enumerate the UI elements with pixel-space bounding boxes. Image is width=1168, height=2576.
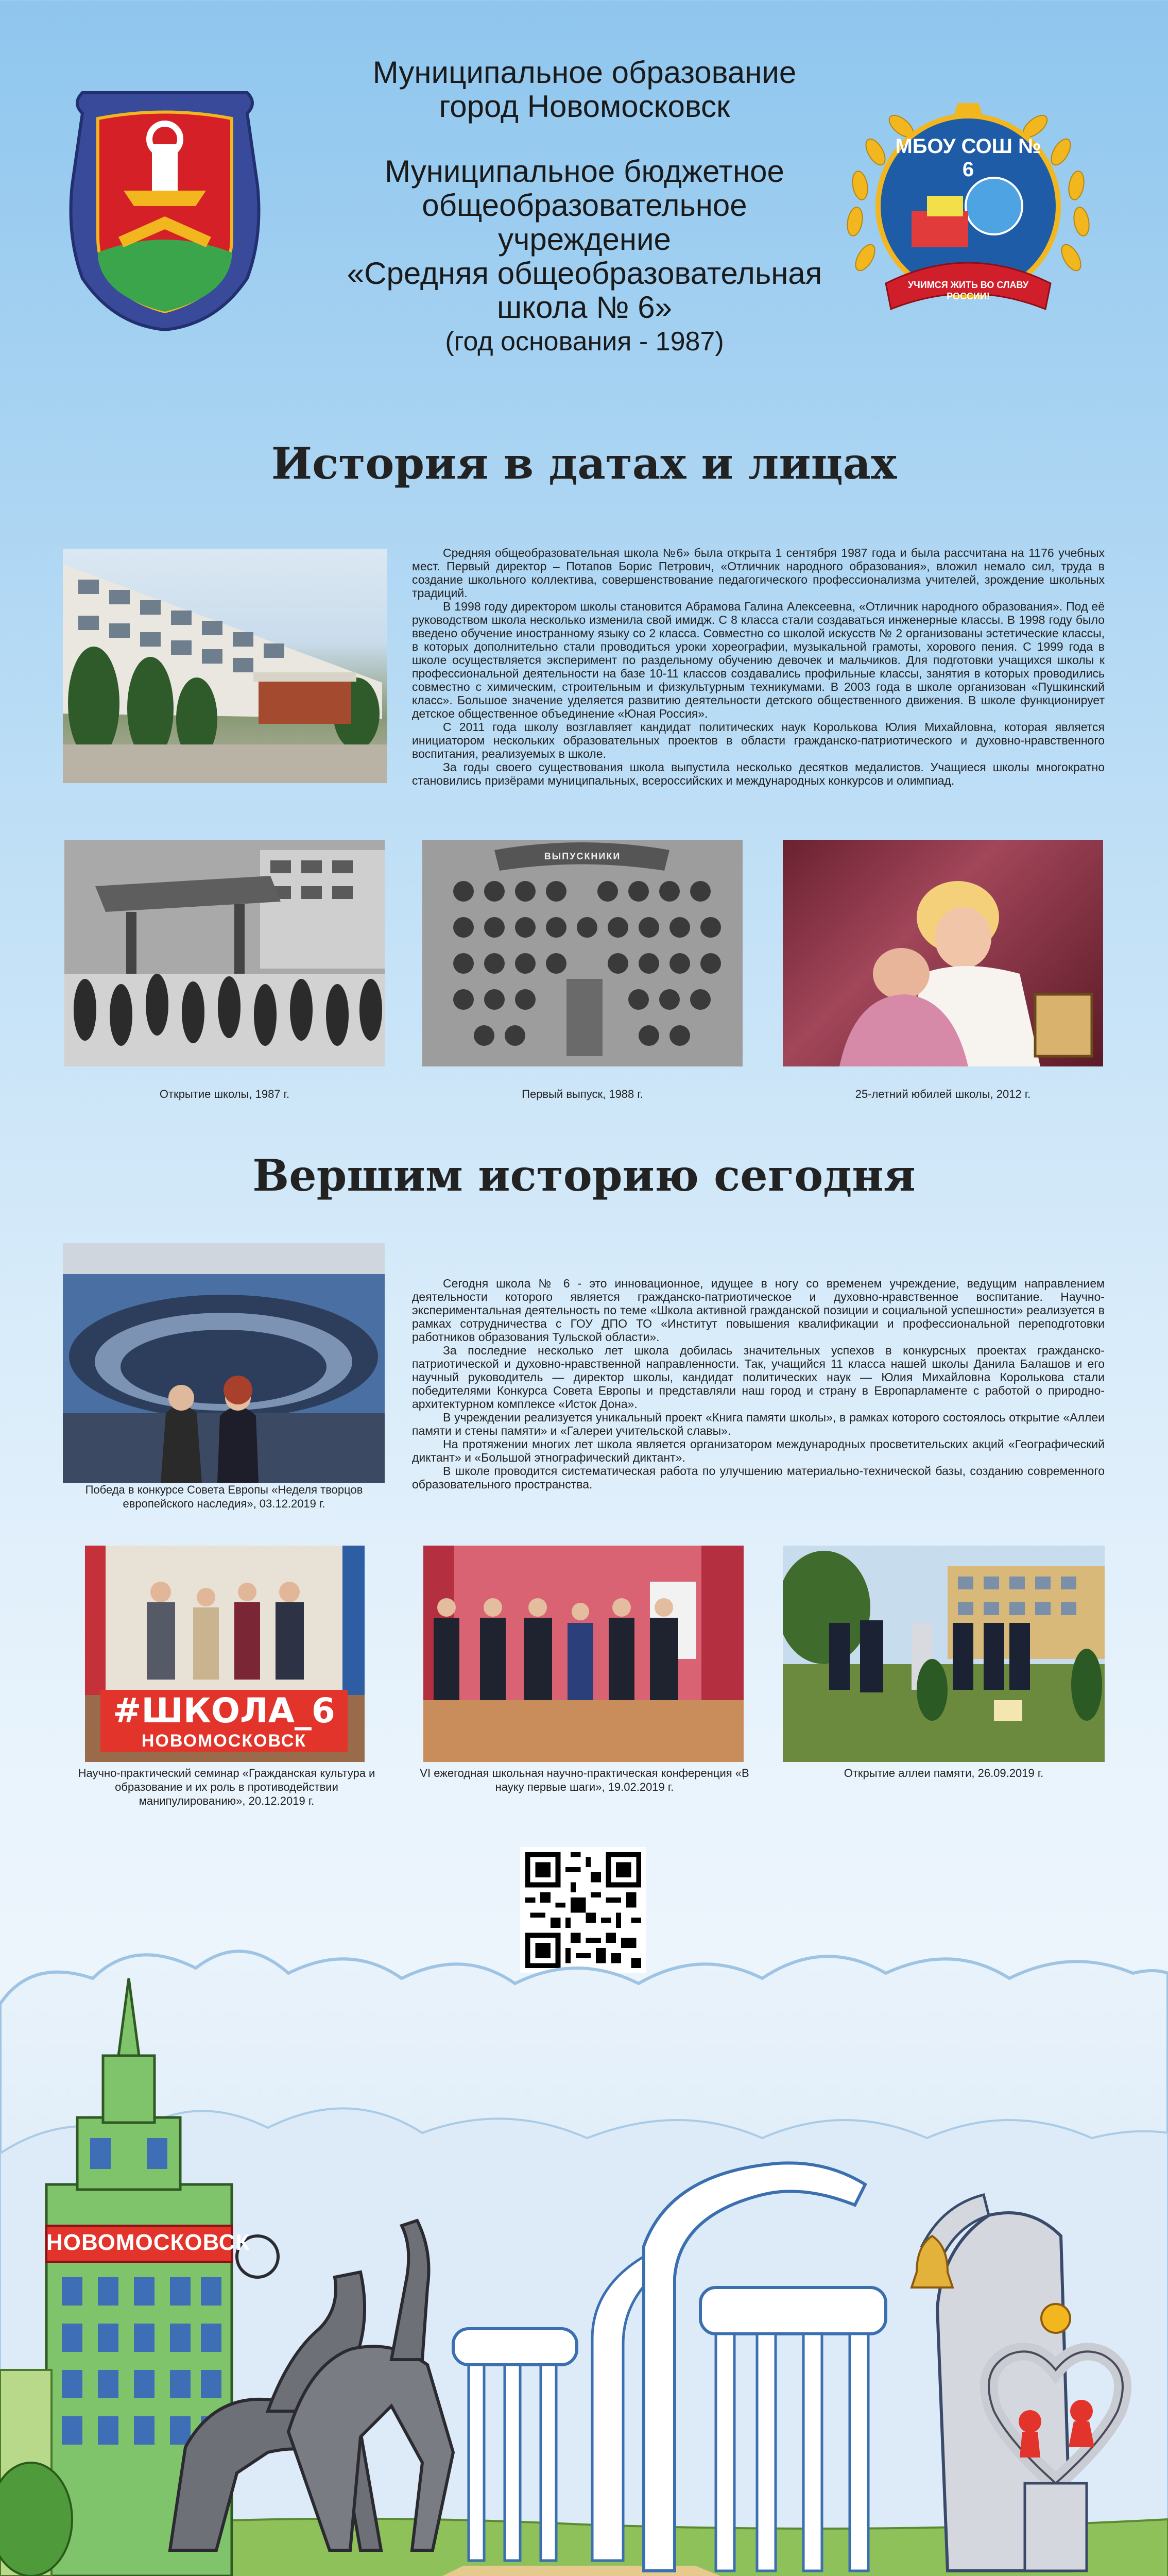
founding-year: (год основания - 1987) — [445, 327, 724, 357]
europarliament-photo — [63, 1243, 385, 1483]
header-line-5: учреждение — [498, 222, 671, 257]
section-title-history: История в датах и лицах — [271, 438, 897, 489]
caption-school-opening: Открытие школы, 1987 г. — [159, 1088, 290, 1100]
school-emblem-icon — [824, 88, 1112, 335]
first-graduation-photo — [422, 840, 743, 1066]
stage-sign: #ШКОЛА_6 — [113, 1691, 335, 1731]
history-paragraph-2: В 1998 году директором школы становится Абрамова Галина Алексеевна, «Отличник народного образования». Под её руководством школа несколько изменила свой имидж. С 8 класса стали создаваться инженерные классы. В 1998 году было введено обучение иностранному языку со 2 класса. Совместно со школой искусств № 2 организованы эстетические классы, в которых дополнительно стали проводиться уроки хореографии, музыкальной грамоты, хорового пения. С 1999 года в школе осуществляется эксперимент по раздельному обучению девочек и мальчиков. Для подготовки учащихся школы к профессиональной деятельности на базе 10-11 классов создавались профильные классы, занятия в которых проводились совместно с химическим, строительным и физкультурным техникумами. В 2003 года в школе организован «Пушкинский класс». Большое значение уделяется развитию деятельности детского общественного движения. В школе функционирует детское общественное объединение «Юная Россия». — [412, 600, 1105, 720]
school-opening-photo — [64, 840, 385, 1066]
caption-memory-alley: Открытие аллеи памяти, 26.09.2019 г. — [844, 1767, 1044, 1780]
emblem-motto: УЧИМСЯ ЖИТЬ ВО СЛАВУ РОССИИ! — [907, 280, 1029, 301]
header-line-6: «Средняя общеобразовательная — [347, 256, 822, 291]
stage-sign-city: НОВОМОСКОВСК — [141, 1731, 307, 1751]
history-paragraph-3: С 2011 года школу возглавляет кандидат политических наук Королькова Юлия Михайловна, которая является инициатором нескольких образовательных проектов в области гражданско-патриотического и духовно-нравственного воспитания, реализуемых в школе. — [412, 720, 1105, 760]
seminar-photo — [85, 1546, 365, 1762]
today-text — [412, 1277, 1105, 1491]
municipality-title — [288, 56, 881, 124]
today-paragraph-3: В учреждении реализуется уникальный проект «Книга памяти школы», в рамках которого состоялось открытие «Аллеи памяти и стены памяти» и «Галереи учительской славы». — [412, 1411, 1105, 1437]
section-title-today: Вершим историю сегодня — [252, 1150, 916, 1201]
school-building-photo — [63, 549, 387, 783]
caption-europe-contest: Победа в конкурсе Совета Европы «Неделя творцов европейского наследия», 03.12.2019 г. — [85, 1483, 363, 1510]
caption-seminar: Научно-практический семинар «Гражданская культура и образование и их роль в противодействии манипулированию», 20.12.2019 г. — [78, 1767, 375, 1807]
today-paragraph-1: Сегодня школа № 6 - это инновационное, идущее в ногу со временем учреждение, ведущим направлением деятельности которого является гражданско-патриотическое и духовно-нравственное воспитание. Научно-экспериментальная деятельность по теме «Школа активной гражданской позиции и социальной успешности» реализуется в рамках сотрудничества с ГОУ ДПО ТО «Институт повышения квалификации и профессиональной переподготовки работников образования Тульской области». — [412, 1277, 1105, 1344]
school-title — [288, 155, 881, 359]
city-illustration — [0, 1917, 1168, 2576]
memory-alley-photo — [783, 1546, 1105, 1762]
history-text — [412, 546, 1105, 787]
tower-sign: НОВОМОСКОВСК — [46, 2230, 250, 2255]
coat-of-arms-icon — [62, 82, 268, 335]
header-line-1: Муниципальное образование — [372, 55, 797, 90]
emblem-school-name: МБОУ СОШ № 6 — [895, 135, 1041, 181]
jubilee-photo — [783, 840, 1103, 1066]
class-photo-banner: ВЫПУСКНИКИ — [544, 851, 621, 861]
caption-first-graduation: Первый выпуск, 1988 г. — [522, 1088, 643, 1100]
header-line-7: школа № 6» — [497, 290, 672, 325]
history-paragraph-4: За годы своего существования школа выпустила несколько десятков медалистов. Учащиеся школы многократно становились призёрами муниципальных, всероссийских и международных конкурсов и олимпиад. — [412, 760, 1105, 787]
conference-photo — [423, 1546, 744, 1762]
header-line-3: Муниципальное бюджетное — [385, 154, 784, 189]
header-line-4: общеобразовательное — [422, 188, 747, 223]
today-paragraph-4: На протяжении многих лет школа является организатором международных просветительских акций «Географический диктант» и «Большой этнографический диктант». — [412, 1437, 1105, 1464]
header-line-2: город Новомосковск — [439, 89, 730, 124]
today-paragraph-2: За последние несколько лет школа добилась значительных успехов в конкурсных проектах гражданско-патриотической и духовно-нравственной направленности. Так, учащийся 11 класса нашей школы Данила Балашов и его научный руководитель — директор школы, кандидат политических наук — Юлия Михайловна Королькова стали победителями Конкурса Совета Европы и представляли наш город и страну в Европарламенте с работой о природно-архитектурном комплексе «Исток Дона». — [412, 1344, 1105, 1411]
today-paragraph-5: В школе проводится систематическая работа по улучшению материально-технической базы, созданию современного образовательного пространства. — [412, 1464, 1105, 1491]
caption-jubilee: 25-летний юбилей школы, 2012 г. — [855, 1088, 1031, 1100]
history-paragraph-1: Средняя общеобразовательная школа №6» была открыта 1 сентября 1987 года и была рассчитана на 1176 учебных мест. Первый директор – Потапов Борис Петрович, «Отличник народного образования», вложил немало сил, труда в создание школьного коллектива, совершенствование педагогического профессионализма учителей, зрождение школьных традиций. — [412, 546, 1105, 600]
caption-conference: VI ежегодная школьная научно-практическая конференция «В науку первые шаги», 19.02.2019 г. — [420, 1767, 749, 1793]
